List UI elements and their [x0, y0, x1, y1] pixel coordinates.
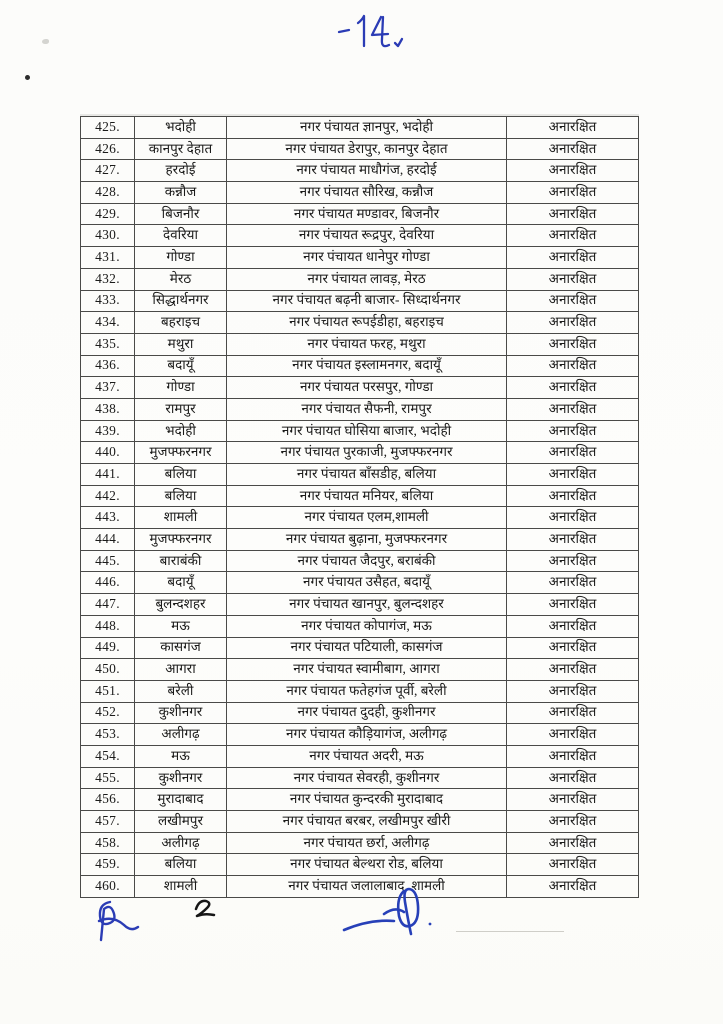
- table-row: [81, 724, 639, 746]
- serial-cell: 450.: [81, 659, 135, 681]
- serial-cell: 433.: [81, 290, 135, 312]
- serial-cell: 430.: [81, 225, 135, 247]
- district-cell: भदोही: [135, 117, 227, 139]
- district-cell: बहराइच: [135, 312, 227, 334]
- table-row: [81, 680, 639, 702]
- status-cell: अनारक्षित: [507, 247, 639, 269]
- scan-dot-icon: [25, 75, 30, 80]
- status-cell: अनारक्षित: [507, 550, 639, 572]
- name-cell: नगर पंचायत फतेहगंज पूर्वी, बरेली: [227, 680, 507, 702]
- district-cell: मऊ: [135, 745, 227, 767]
- district-cell: कन्नौज: [135, 182, 227, 204]
- status-cell: अनारक्षित: [507, 182, 639, 204]
- status-cell: अनारक्षित: [507, 312, 639, 334]
- name-cell: नगर पंचायत इस्लामनगर, बदायूँ: [227, 355, 507, 377]
- serial-cell: 444.: [81, 529, 135, 551]
- name-cell: नगर पंचायत बरबर, लखीमपुर खीरी: [227, 811, 507, 833]
- name-cell: नगर पंचायत बुढ़ाना, मुजफ्फरनगर: [227, 529, 507, 551]
- status-cell: अनारक्षित: [507, 485, 639, 507]
- district-cell: मुजफ्फरनगर: [135, 529, 227, 551]
- district-cell: शामली: [135, 507, 227, 529]
- status-cell: अनारक्षित: [507, 398, 639, 420]
- scan-line-artifact: [456, 931, 564, 932]
- district-cell: गोण्डा: [135, 247, 227, 269]
- table-row: [81, 247, 639, 269]
- status-cell: अनारक्षित: [507, 442, 639, 464]
- serial-cell: 428.: [81, 182, 135, 204]
- name-cell: नगर पंचायत कौड़ियागंज, अलीगढ़: [227, 724, 507, 746]
- status-cell: अनारक्षित: [507, 659, 639, 681]
- name-cell: नगर पंचायत बेल्थरा रोड, बलिया: [227, 854, 507, 876]
- table-row: [81, 420, 639, 442]
- serial-cell: 458.: [81, 832, 135, 854]
- serial-cell: 445.: [81, 550, 135, 572]
- serial-cell: 454.: [81, 745, 135, 767]
- status-cell: अनारक्षित: [507, 680, 639, 702]
- district-cell: लखीमपुर: [135, 811, 227, 833]
- status-cell: अनारक्षित: [507, 702, 639, 724]
- table-row: [81, 594, 639, 616]
- district-cell: बलिया: [135, 464, 227, 486]
- serial-cell: 455.: [81, 767, 135, 789]
- table-row: [81, 442, 639, 464]
- name-cell: नगर पंचायत डेरापुर, कानपुर देहात: [227, 138, 507, 160]
- serial-cell: 431.: [81, 247, 135, 269]
- status-cell: अनारक्षित: [507, 268, 639, 290]
- table-row: [81, 854, 639, 876]
- table-row: [81, 485, 639, 507]
- district-cell: बदायूँ: [135, 355, 227, 377]
- serial-cell: 457.: [81, 811, 135, 833]
- name-cell: नगर पंचायत सेवरही, कुशीनगर: [227, 767, 507, 789]
- serial-cell: 441.: [81, 464, 135, 486]
- district-cell: मथुरा: [135, 333, 227, 355]
- status-cell: अनारक्षित: [507, 355, 639, 377]
- serial-cell: 435.: [81, 333, 135, 355]
- name-cell: नगर पंचायत पटियाली, कासगंज: [227, 637, 507, 659]
- district-cell: रामपुर: [135, 398, 227, 420]
- status-cell: अनारक्षित: [507, 876, 639, 898]
- district-cell: बलिया: [135, 485, 227, 507]
- scan-speck-icon: [42, 39, 49, 44]
- table-row: [81, 529, 639, 551]
- name-cell: नगर पंचायत रूद्रपुर, देवरिया: [227, 225, 507, 247]
- name-cell: नगर पंचायत बढ़नी बाजार- सिध्दार्थनगर: [227, 290, 507, 312]
- name-cell: नगर पंचायत जलालाबाद, शामली: [227, 876, 507, 898]
- status-cell: अनारक्षित: [507, 333, 639, 355]
- status-cell: अनारक्षित: [507, 138, 639, 160]
- name-cell: नगर पंचायत बाँसडीह, बलिया: [227, 464, 507, 486]
- table-row: [81, 789, 639, 811]
- serial-cell: 429.: [81, 203, 135, 225]
- name-cell: नगर पंचायत छर्रा, अलीगढ़: [227, 832, 507, 854]
- status-cell: अनारक्षित: [507, 290, 639, 312]
- name-cell: नगर पंचायत धानेपुर गोण्डा: [227, 247, 507, 269]
- name-cell: नगर पंचायत घोसिया बाजार, भदोही: [227, 420, 507, 442]
- district-cell: मुजफ्फरनगर: [135, 442, 227, 464]
- serial-cell: 460.: [81, 876, 135, 898]
- serial-cell: 453.: [81, 724, 135, 746]
- table-row: [81, 572, 639, 594]
- table-row: [81, 377, 639, 399]
- serial-cell: 452.: [81, 702, 135, 724]
- serial-cell: 448.: [81, 615, 135, 637]
- table-row: [81, 182, 639, 204]
- name-cell: नगर पंचायत कुन्दरकी मुरादाबाद: [227, 789, 507, 811]
- name-cell: नगर पंचायत जैदपुर, बराबंकी: [227, 550, 507, 572]
- name-cell: नगर पंचायत स्वामीबाग, आगरा: [227, 659, 507, 681]
- name-cell: नगर पंचायत अदरी, मऊ: [227, 745, 507, 767]
- name-cell: नगर पंचायत खानपुर, बुलन्दशहर: [227, 594, 507, 616]
- name-cell: नगर पंचायत ज्ञानपुर, भदोही: [227, 117, 507, 139]
- table-row: [81, 160, 639, 182]
- serial-cell: 446.: [81, 572, 135, 594]
- district-cell: मऊ: [135, 615, 227, 637]
- serial-cell: 427.: [81, 160, 135, 182]
- table-row: [81, 312, 639, 334]
- status-cell: अनारक्षित: [507, 507, 639, 529]
- nagar-panchayat-table: [80, 116, 639, 898]
- center-initial-icon: [190, 896, 220, 922]
- district-cell: गोण्डा: [135, 377, 227, 399]
- status-cell: अनारक्षित: [507, 745, 639, 767]
- status-cell: अनारक्षित: [507, 203, 639, 225]
- table-row: [81, 117, 639, 139]
- district-cell: मेरठ: [135, 268, 227, 290]
- name-cell: नगर पंचायत माधौगंज, हरदोई: [227, 160, 507, 182]
- name-cell: नगर पंचायत दुदही, कुशीनगर: [227, 702, 507, 724]
- serial-cell: 447.: [81, 594, 135, 616]
- status-cell: अनारक्षित: [507, 789, 639, 811]
- table-row: [81, 290, 639, 312]
- name-cell: नगर पंचायत लावड़, मेरठ: [227, 268, 507, 290]
- name-cell: नगर पंचायत रूपईडीहा, बहराइच: [227, 312, 507, 334]
- table-row: [81, 203, 639, 225]
- name-cell: नगर पंचायत परसपुर, गोण्डा: [227, 377, 507, 399]
- table-row: [81, 702, 639, 724]
- status-cell: अनारक्षित: [507, 117, 639, 139]
- serial-cell: 425.: [81, 117, 135, 139]
- table-row: [81, 398, 639, 420]
- status-cell: अनारक्षित: [507, 724, 639, 746]
- serial-cell: 451.: [81, 680, 135, 702]
- district-cell: बरेली: [135, 680, 227, 702]
- table-row: [81, 745, 639, 767]
- handwritten-page-number: [336, 8, 408, 56]
- status-cell: अनारक्षित: [507, 529, 639, 551]
- table-row: [81, 355, 639, 377]
- serial-cell: 459.: [81, 854, 135, 876]
- table-row: [81, 767, 639, 789]
- name-cell: नगर पंचायत मण्डावर, बिजनौर: [227, 203, 507, 225]
- district-cell: शामली: [135, 876, 227, 898]
- district-cell: बलिया: [135, 854, 227, 876]
- status-cell: अनारक्षित: [507, 767, 639, 789]
- serial-cell: 442.: [81, 485, 135, 507]
- status-cell: अनारक्षित: [507, 377, 639, 399]
- district-cell: बुलन्दशहर: [135, 594, 227, 616]
- serial-cell: 426.: [81, 138, 135, 160]
- table-row: [81, 659, 639, 681]
- name-cell: नगर पंचायत एलम,शामली: [227, 507, 507, 529]
- left-signature-icon: [86, 896, 144, 948]
- district-cell: बाराबंकी: [135, 550, 227, 572]
- serial-cell: 434.: [81, 312, 135, 334]
- serial-cell: 438.: [81, 398, 135, 420]
- district-cell: कासगंज: [135, 637, 227, 659]
- table-row: [81, 464, 639, 486]
- table-row: [81, 268, 639, 290]
- name-cell: नगर पंचायत पुरकाजी, मुजफ्फरनगर: [227, 442, 507, 464]
- district-cell: आगरा: [135, 659, 227, 681]
- table-row: [81, 225, 639, 247]
- status-cell: अनारक्षित: [507, 811, 639, 833]
- serial-cell: 432.: [81, 268, 135, 290]
- district-cell: हरदोई: [135, 160, 227, 182]
- district-cell: कुशीनगर: [135, 702, 227, 724]
- name-cell: नगर पंचायत सैफनी, रामपुर: [227, 398, 507, 420]
- serial-cell: 437.: [81, 377, 135, 399]
- district-cell: अलीगढ़: [135, 832, 227, 854]
- serial-cell: 440.: [81, 442, 135, 464]
- table-row: [81, 811, 639, 833]
- table-row: [81, 832, 639, 854]
- right-signature-icon: [340, 882, 458, 950]
- table-row: [81, 550, 639, 572]
- serial-cell: 436.: [81, 355, 135, 377]
- status-cell: अनारक्षित: [507, 572, 639, 594]
- district-cell: मुरादाबाद: [135, 789, 227, 811]
- name-cell: नगर पंचायत उसैहत, बदायूँ: [227, 572, 507, 594]
- status-cell: अनारक्षित: [507, 420, 639, 442]
- table-row: [81, 138, 639, 160]
- table-rows: [81, 117, 639, 898]
- name-cell: नगर पंचायत कोपागंज, मऊ: [227, 615, 507, 637]
- district-cell: बिजनौर: [135, 203, 227, 225]
- district-cell: कुशीनगर: [135, 767, 227, 789]
- table-row: [81, 507, 639, 529]
- serial-cell: 443.: [81, 507, 135, 529]
- district-cell: कानपुर देहात: [135, 138, 227, 160]
- status-cell: अनारक्षित: [507, 615, 639, 637]
- name-cell: नगर पंचायत मनियर, बलिया: [227, 485, 507, 507]
- status-cell: अनारक्षित: [507, 464, 639, 486]
- serial-cell: 439.: [81, 420, 135, 442]
- district-cell: देवरिया: [135, 225, 227, 247]
- table-row: [81, 615, 639, 637]
- district-cell: अलीगढ़: [135, 724, 227, 746]
- name-cell: नगर पंचायत फरह, मथुरा: [227, 333, 507, 355]
- serial-cell: 456.: [81, 789, 135, 811]
- status-cell: अनारक्षित: [507, 637, 639, 659]
- status-cell: अनारक्षित: [507, 832, 639, 854]
- status-cell: अनारक्षित: [507, 854, 639, 876]
- name-cell: नगर पंचायत सौरिख, कन्नौज: [227, 182, 507, 204]
- serial-cell: 449.: [81, 637, 135, 659]
- status-cell: अनारक्षित: [507, 594, 639, 616]
- district-cell: भदोही: [135, 420, 227, 442]
- status-cell: अनारक्षित: [507, 160, 639, 182]
- district-cell: बदायूँ: [135, 572, 227, 594]
- table-row: [81, 333, 639, 355]
- status-cell: अनारक्षित: [507, 225, 639, 247]
- table-row: [81, 637, 639, 659]
- district-cell: सिद्धार्थनगर: [135, 290, 227, 312]
